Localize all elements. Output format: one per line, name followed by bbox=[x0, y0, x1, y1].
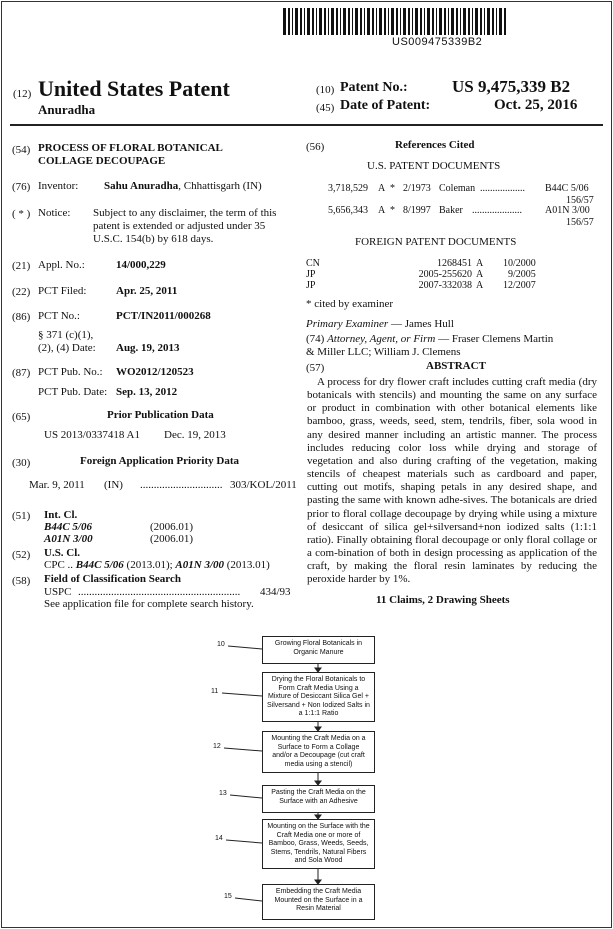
foreign-doc-kind: A bbox=[476, 280, 484, 291]
us-doc-kind: A bbox=[378, 183, 386, 194]
cited-by-examiner: * cited by examiner bbox=[306, 298, 394, 310]
priority-date: Mar. 9, 2011 bbox=[29, 479, 85, 491]
s371-date: Aug. 19, 2013 bbox=[116, 342, 180, 354]
cpc-label: CPC .. bbox=[44, 559, 74, 571]
notice-code: ( * ) bbox=[12, 208, 31, 220]
us-docs-title: U.S. PATENT DOCUMENTS bbox=[367, 160, 501, 172]
flow-step: Embedding the Craft Media Mounted on the Surface in a Resin Material bbox=[262, 884, 375, 920]
patent-title: United States Patent bbox=[38, 76, 230, 101]
pct-pub-no: WO2012/120523 bbox=[116, 366, 194, 378]
us-doc-date: 8/1997 bbox=[403, 205, 431, 216]
us-doc-number: 3,718,529 bbox=[328, 183, 368, 194]
abstract-title: ABSTRACT bbox=[426, 360, 486, 372]
field-search-label: Field of Classification Search bbox=[44, 573, 181, 585]
notice-line-1: Subject to any disclaimer, the term of this bbox=[93, 207, 277, 219]
priority-number: 303/KOL/2011 bbox=[230, 479, 297, 491]
code-58: (58) bbox=[12, 575, 31, 587]
flow-step: Growing Floral Botanicals in Organic Manure bbox=[262, 636, 375, 664]
us-cl-label: U.S. Cl. bbox=[44, 547, 81, 559]
pct-filed-label: PCT Filed: bbox=[38, 285, 87, 297]
pct-no-label: PCT No.: bbox=[38, 310, 80, 322]
flow-step-number: 10 bbox=[217, 641, 225, 648]
notice-line-3: U.S.C. 154(b) by 618 days. bbox=[93, 233, 214, 245]
prior-pub-date: Dec. 19, 2013 bbox=[164, 429, 226, 441]
primary-examiner-label: Primary Examiner bbox=[306, 318, 389, 330]
us-doc-date: 2/1973 bbox=[403, 183, 431, 194]
uspc-dots: ........................................................... bbox=[78, 586, 241, 598]
us-doc-class: A01N 3/00 bbox=[545, 205, 590, 216]
code-30: (30) bbox=[12, 457, 31, 469]
foreign-doc-country: JP bbox=[306, 280, 316, 291]
prior-pub-title: Prior Publication Data bbox=[107, 409, 214, 421]
cpc-class-2: A01N 3/00 bbox=[175, 559, 225, 571]
references-title: References Cited bbox=[395, 139, 475, 151]
attorney-line-1: — Fraser Clemens Martin bbox=[435, 333, 554, 345]
search-history-note: See application file for complete search history. bbox=[44, 598, 254, 610]
foreign-doc-number: 2005-255620 bbox=[418, 269, 472, 280]
attorney-line-2: & Miller LLC; William J. Clemens bbox=[306, 346, 461, 358]
int-cl-label: Int. Cl. bbox=[44, 509, 78, 521]
claims-summary: 11 Claims, 2 Drawing Sheets bbox=[376, 594, 510, 606]
code-10: (10) bbox=[316, 84, 335, 96]
code-12: (12) bbox=[13, 88, 32, 100]
flow-step-number: 11 bbox=[211, 688, 219, 695]
appl-no: 14/000,229 bbox=[116, 259, 166, 271]
foreign-doc-date: 12/2007 bbox=[503, 280, 536, 291]
us-doc-name: Baker bbox=[439, 205, 463, 216]
barcode-number: US009475339B2 bbox=[392, 36, 483, 48]
code-56: (56) bbox=[306, 141, 325, 153]
foreign-doc-date: 10/2000 bbox=[503, 258, 536, 269]
us-doc-name: Coleman bbox=[439, 183, 476, 194]
foreign-doc-number: 1268451 bbox=[437, 258, 472, 269]
code-45: (45) bbox=[316, 102, 335, 114]
inventor-location: , Chhattisgarh (IN) bbox=[178, 180, 262, 192]
inventor-label: Inventor: bbox=[38, 180, 79, 192]
us-doc-class-2: 156/57 bbox=[566, 217, 594, 228]
patent-date: Oct. 25, 2016 bbox=[494, 97, 578, 113]
flow-step: Mounting on the Surface with the Craft Media one or more of Bamboo, Grass, Weeds, Seeds, Stems, Tendrils, Natural Fibers and Sola Wood bbox=[262, 819, 375, 869]
title-line-2: COLLAGE DECOUPAGE bbox=[38, 155, 166, 167]
us-doc-class-2: 156/57 bbox=[566, 195, 594, 206]
flow-step: Mounting the Craft Media on a Surface to Form a Collage and/or a Decoupage (cut craft media using a stencil) bbox=[262, 731, 375, 773]
abstract-text: A process for dry flower craft includes cutting craft media (dry botanicals with stencils) and mounting the same on any surface or product in combination with other botanical elements like bamboo, grass, weeds, seed, stem, tendrils, fiber, sola wood in any desired manner including an artistic manner. The process includes reducing color loss while drying and storage of vegetation and also during crafting of the vegetation, making stencils of cheapest materials such as cardboard and paper, cutting out motifs, shaping petals in any desired shape, and pasting the same with known adhe-sives. The botanicals are dried prior to floral collage decoupage by drying while using a mixture of desiccant of silica gel+silversand+non iodized salts (1:1:1 ratio). Finally obtaining floral decoupage or only floral collage or a com-bination of both in design processing as application of the craft, by making the floral resin laminates by reducing the peroxide harder by 1%. bbox=[307, 376, 597, 586]
pct-pub-no-label: PCT Pub. No.: bbox=[38, 366, 103, 378]
priority-country: (IN) bbox=[104, 479, 123, 491]
us-doc-class: B44C 5/06 bbox=[545, 183, 589, 194]
date-label: Date of Patent: bbox=[340, 98, 431, 113]
code-22: (22) bbox=[12, 286, 31, 298]
foreign-priority-title: Foreign Application Priority Data bbox=[80, 455, 239, 467]
barcode bbox=[283, 8, 509, 35]
pct-pub-date-label: PCT Pub. Date: bbox=[38, 386, 108, 398]
inventor-name: Sahu Anuradha bbox=[104, 180, 179, 192]
attorney-label: Attorney, Agent, or Firm bbox=[327, 333, 436, 345]
patent-no-label: Patent No.: bbox=[340, 80, 408, 95]
foreign-doc-date: 9/2005 bbox=[508, 269, 536, 280]
int-cl-1-date: (2006.01) bbox=[150, 521, 194, 533]
flow-step: Drying the Floral Botanicals to Form Craft Media Using a Mixture of Desiccant Silica Gel + Silversand + Non Iodized Salts in a 1:1:1 Ratio bbox=[262, 672, 375, 722]
code-65: (65) bbox=[12, 411, 31, 423]
foreign-doc-kind: A bbox=[476, 269, 484, 280]
foreign-doc-number: 2007-332038 bbox=[418, 280, 472, 291]
notice-line-2: patent is extended or adjusted under 35 bbox=[93, 220, 266, 232]
code-86: (86) bbox=[12, 311, 31, 323]
foreign-doc-country: CN bbox=[306, 258, 320, 269]
us-doc-dots: .................. bbox=[480, 183, 525, 194]
prior-pub-number: US 2013/0337418 A1 bbox=[44, 429, 140, 441]
code-57: (57) bbox=[306, 362, 325, 374]
pct-pub-date: Sep. 13, 2012 bbox=[116, 386, 178, 398]
us-doc-number: 5,656,343 bbox=[328, 205, 368, 216]
code-52: (52) bbox=[12, 549, 31, 561]
foreign-docs-title: FOREIGN PATENT DOCUMENTS bbox=[355, 236, 517, 248]
code-21: (21) bbox=[12, 260, 31, 272]
int-cl-1: B44C 5/06 bbox=[44, 521, 92, 533]
int-cl-2: A01N 3/00 bbox=[44, 533, 93, 545]
flow-step-number: 13 bbox=[219, 790, 227, 797]
us-doc-dots: .................... bbox=[472, 205, 522, 216]
code-51: (51) bbox=[12, 510, 31, 522]
pct-no: PCT/IN2011/000268 bbox=[116, 310, 211, 322]
pct-filed: Apr. 25, 2011 bbox=[116, 285, 178, 297]
uspc-value: 434/93 bbox=[260, 586, 291, 598]
appl-no-label: Appl. No.: bbox=[38, 259, 85, 271]
int-cl-2-date: (2006.01) bbox=[150, 533, 194, 545]
priority-dots: .............................. bbox=[140, 479, 223, 491]
code-87: (87) bbox=[12, 367, 31, 379]
flow-step: Pasting the Craft Media on the Surface with an Adhesive bbox=[262, 785, 375, 813]
code-54: (54) bbox=[12, 144, 31, 156]
us-doc-star: * bbox=[390, 205, 395, 216]
notice-label: Notice: bbox=[38, 207, 71, 219]
foreign-doc-country: JP bbox=[306, 269, 316, 280]
flow-step-number: 14 bbox=[215, 835, 223, 842]
primary-examiner-name: — James Hull bbox=[388, 318, 454, 330]
cpc-class-1-year: (2013.01); bbox=[126, 559, 173, 571]
us-doc-kind: A bbox=[378, 205, 386, 216]
s371-line-2: (2), (4) Date: bbox=[38, 342, 96, 354]
patent-no: US 9,475,339 B2 bbox=[452, 77, 571, 96]
flow-step-number: 12 bbox=[213, 743, 221, 750]
us-doc-star: * bbox=[390, 183, 395, 194]
inventor-short: Anuradha bbox=[38, 102, 96, 117]
foreign-doc-kind: A bbox=[476, 258, 484, 269]
flow-step-number: 15 bbox=[224, 893, 232, 900]
uspc-label: USPC bbox=[44, 586, 72, 598]
code-76: (76) bbox=[12, 181, 31, 193]
code-74: (74) bbox=[306, 333, 325, 345]
title-line-1: PROCESS OF FLORAL BOTANICAL bbox=[38, 142, 223, 154]
s371-line-1: § 371 (c)(1), bbox=[38, 329, 94, 341]
header-rule bbox=[10, 124, 603, 126]
cpc-class-2-year: (2013.01) bbox=[226, 559, 270, 571]
cpc-class-1: B44C 5/06 bbox=[75, 559, 124, 571]
